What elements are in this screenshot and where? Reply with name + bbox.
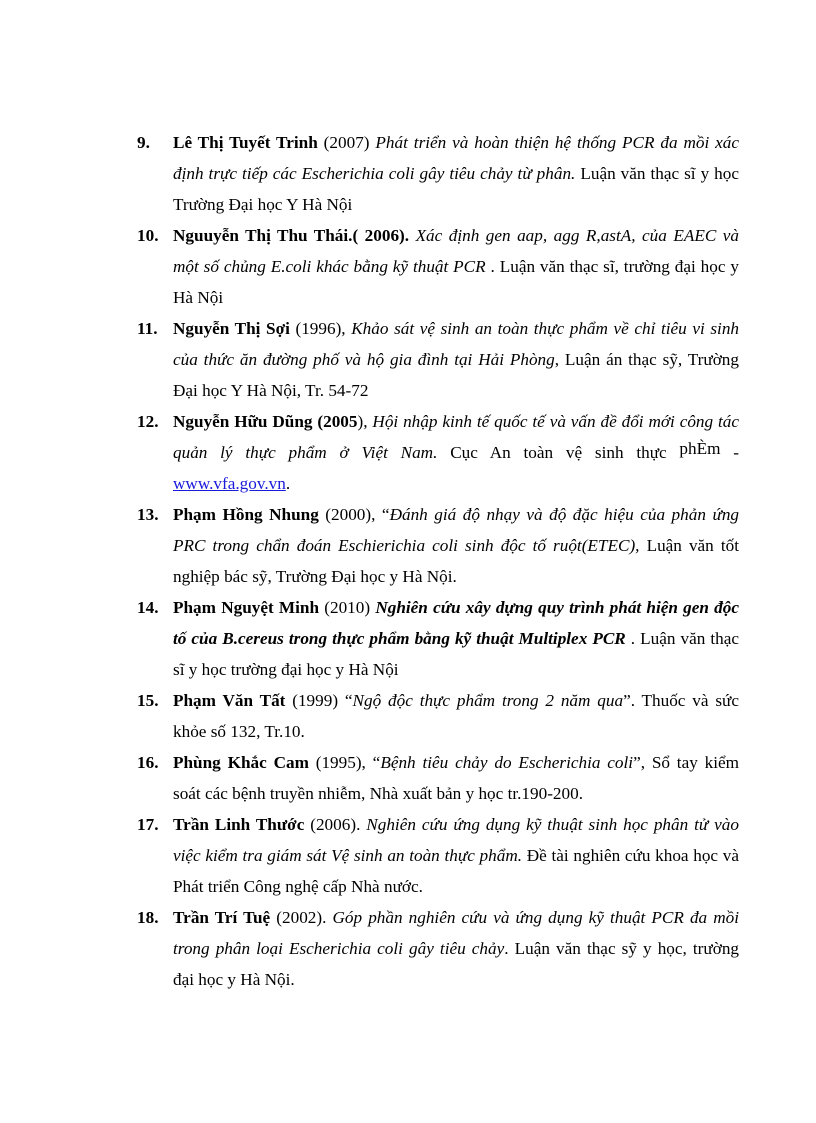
reference-author: Lê Thị Tuyết Trinh xyxy=(173,133,318,152)
reference-number: 15. xyxy=(137,691,159,710)
reference-title: Phát triển và hoàn thiện hệ thống PCR đa mồi xác định trực tiếp các Escherichia coli gây tiêu chảy từ phân. xyxy=(173,133,740,183)
reference-year: (2006). xyxy=(304,815,367,834)
reference-source: , Luận án thạc sỹ, Trường Đại học Y Hà Nội, Tr. 54-72 xyxy=(173,350,739,400)
reference-title: Nghiên cứu xây dựng quy trình phát hiện gen độc tố của B.cereus trong thực phẩm bằng kỹ thuật Multiplex PCR xyxy=(173,598,739,648)
reference-author: Trần Trí Tuệ xyxy=(173,908,271,927)
reference-item xyxy=(137,406,739,499)
reference-item xyxy=(137,313,739,406)
reference-source: Luận văn tốt nghiệp bác sỹ, Trường Đại học y Hà Nội. xyxy=(173,536,740,586)
reference-author: Phạm Hồng Nhung xyxy=(173,505,319,524)
reference-year: (2010) xyxy=(319,598,376,617)
reference-link[interactable]: www.vfa.gov.vn xyxy=(173,474,286,493)
reference-year: (2002). xyxy=(270,908,333,927)
reference-item xyxy=(137,902,739,995)
reference-author: Trần Linh Thước xyxy=(173,815,305,834)
reference-year: (1995), “ xyxy=(308,753,381,772)
reference-number: 11. xyxy=(137,319,158,338)
reference-item xyxy=(137,127,739,220)
reference-item xyxy=(137,685,739,747)
reference-year: (2000), “ xyxy=(318,505,390,524)
reference-year: (1996), xyxy=(289,319,352,338)
reference-number: 10. xyxy=(137,226,159,245)
reference-source: Cục An toàn vệ sinh thực xyxy=(437,443,680,462)
reference-author: Phùng Khắc Cam xyxy=(173,753,309,772)
reference-item xyxy=(137,220,739,313)
reference-item xyxy=(137,747,739,809)
reference-source: ”. Thuốc và sức khỏe số 132, Tr.10. xyxy=(173,691,739,741)
reference-title: Ngộ độc thực phẩm trong 2 năm qua xyxy=(352,691,624,710)
reference-source: ”, Sổ tay kiểm soát các bệnh truyền nhiễm, Nhà xuất bản y học tr.190-200. xyxy=(173,753,739,803)
reference-source-fragment: phÈm xyxy=(679,439,721,458)
reference-source: Luận văn thạc sĩ y học Trường Đại học Y Hà Nội xyxy=(173,164,739,214)
reference-year: (1999) “ xyxy=(285,691,353,710)
reference-author: Nguyễn Thị Sợi xyxy=(173,319,290,338)
reference-list xyxy=(137,127,739,995)
reference-number: 14. xyxy=(137,598,159,617)
reference-source: . Luận văn thạc sỹ y học, trường đại học y Hà Nội. xyxy=(173,939,740,989)
reference-separator: - xyxy=(720,443,739,462)
reference-number: 13. xyxy=(137,505,159,524)
reference-number: 16. xyxy=(137,753,159,772)
reference-item xyxy=(137,499,739,592)
reference-number: 12. xyxy=(137,412,159,431)
reference-year: ), xyxy=(357,412,373,431)
reference-number: 18. xyxy=(137,908,159,927)
reference-item xyxy=(137,592,739,685)
reference-title: Xác định gen aap, agg R,astA, của EAEC và một số chủng E.coli khác bằng kỹ thuật PCR xyxy=(173,226,739,276)
reference-title: Đánh giá độ nhạy và độ đặc hiệu của phản ứng PRC trong chẩn đoán Eschierichia coli sinh độc tố ruột(ETEC), xyxy=(173,505,740,555)
reference-title: Hội nhập kinh tế quốc tế và vấn đề đổi mới công tác quản lý thực phẩm ở Việt Nam. xyxy=(173,412,740,462)
reference-source: . Luận văn thạc sĩ y học trường đại học y Hà Nội xyxy=(173,629,739,679)
reference-title: Bệnh tiêu chảy do Escherichia coli xyxy=(380,753,634,772)
reference-end: . xyxy=(285,474,291,493)
reference-author: Phạm Văn Tất xyxy=(173,691,286,710)
reference-title: Nghiên cứu ứng dụng kỹ thuật sinh học phân tử vào việc kiểm tra giám sát Vệ sinh an toàn thực phẩm. xyxy=(173,815,739,865)
reference-author: Phạm Nguyệt Minh xyxy=(173,598,320,617)
reference-source: . Luận văn thạc sĩ, trường đại học y Hà Nội xyxy=(173,257,739,307)
reference-title: Góp phần nghiên cứu và ứng dụng kỹ thuật PCR đa mồi trong phân loại Escherichia coli gây tiêu chảy xyxy=(173,908,740,958)
reference-author: Nguuyễn Thị Thu Thái.( 2006). xyxy=(173,226,410,245)
reference-title: Khảo sát vệ sinh an toàn thực phẩm về chỉ tiêu vi sinh của thức ăn đường phố và hộ gia đình tại Hải Phòng xyxy=(173,319,740,369)
reference-number: 17. xyxy=(137,815,159,834)
reference-year: (2007) xyxy=(317,133,376,152)
reference-number: 9. xyxy=(137,133,150,152)
reference-item xyxy=(137,809,739,902)
reference-source: Đề tài nghiên cứu khoa học và Phát triển Công nghệ cấp Nhà nước. xyxy=(173,846,739,896)
reference-author: Nguyễn Hữu Dũng (2005 xyxy=(173,412,358,431)
